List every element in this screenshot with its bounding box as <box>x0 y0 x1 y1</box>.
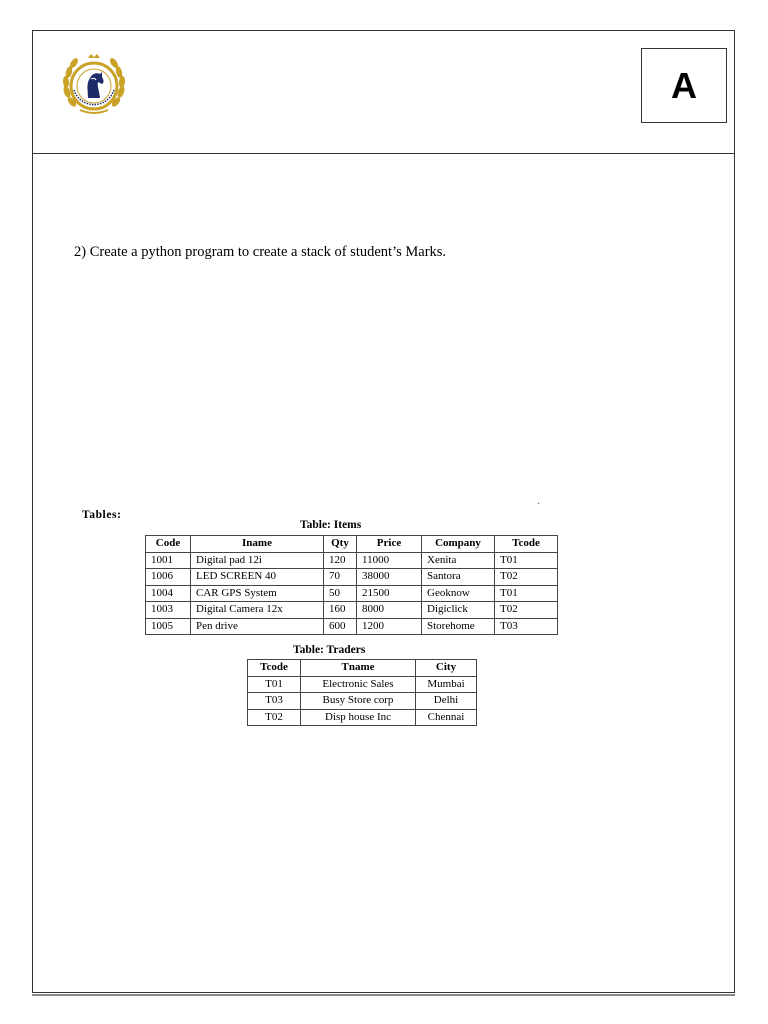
items-col-header: Price <box>357 536 422 553</box>
table-cell: T01 <box>495 585 558 602</box>
table-cell: LED SCREEN 40 <box>191 569 324 586</box>
items-col-header: Company <box>422 536 495 553</box>
table-cell: Digiclick <box>422 602 495 619</box>
items-header-row <box>146 536 558 553</box>
table-cell: Chennai <box>416 709 477 726</box>
traders-header-row <box>248 660 477 677</box>
traders-col-header: Tname <box>301 660 416 677</box>
table-cell: T01 <box>495 552 558 569</box>
table-cell: 1006 <box>146 569 191 586</box>
table-row <box>248 693 477 710</box>
table-cell: 1200 <box>357 618 422 635</box>
items-col-header: Qty <box>324 536 357 553</box>
tables-label: Tables: <box>82 509 122 521</box>
table-cell: Disp house Inc <box>301 709 416 726</box>
traders-col-header: Tcode <box>248 660 301 677</box>
header-divider <box>32 153 735 154</box>
table-cell: Electronic Sales <box>301 676 416 693</box>
school-logo <box>58 52 130 118</box>
table-cell: 1001 <box>146 552 191 569</box>
table-cell: T02 <box>495 569 558 586</box>
question-set-label: A <box>671 64 697 106</box>
traders-table-title: Table: Traders <box>293 644 366 656</box>
table-cell: T02 <box>248 709 301 726</box>
table-cell: 160 <box>324 602 357 619</box>
table-cell: 70 <box>324 569 357 586</box>
table-cell: Pen drive <box>191 618 324 635</box>
question-text: 2) Create a python program to create a stack of student’s Marks. <box>74 244 447 260</box>
table-cell: Digital pad 12i <box>191 552 324 569</box>
table-cell: T03 <box>495 618 558 635</box>
items-col-header: Code <box>146 536 191 553</box>
table-cell: 21500 <box>357 585 422 602</box>
items-table <box>145 535 558 635</box>
items-col-header: Iname <box>191 536 324 553</box>
table-cell: Xenita <box>422 552 495 569</box>
table-cell: Delhi <box>416 693 477 710</box>
table-cell: T02 <box>495 602 558 619</box>
stray-dot: · <box>537 499 541 510</box>
table-row <box>146 618 558 635</box>
table-row <box>146 585 558 602</box>
table-row <box>248 676 477 693</box>
table-cell: 120 <box>324 552 357 569</box>
table-cell: 1005 <box>146 618 191 635</box>
items-col-header: Tcode <box>495 536 558 553</box>
table-cell: 1004 <box>146 585 191 602</box>
table-cell: T03 <box>248 693 301 710</box>
table-cell: 50 <box>324 585 357 602</box>
table-cell: Geoknow <box>422 585 495 602</box>
table-cell: 8000 <box>357 602 422 619</box>
page-frame <box>32 30 735 993</box>
table-cell: CAR GPS System <box>191 585 324 602</box>
table-cell: Busy Store corp <box>301 693 416 710</box>
traders-table <box>247 659 477 726</box>
table-cell: Mumbai <box>416 676 477 693</box>
table-cell: 11000 <box>357 552 422 569</box>
table-row <box>146 552 558 569</box>
table-cell: 1003 <box>146 602 191 619</box>
table-cell: 600 <box>324 618 357 635</box>
table-cell: T01 <box>248 676 301 693</box>
table-cell: 38000 <box>357 569 422 586</box>
items-table-title: Table: Items <box>300 519 362 531</box>
question-set-box <box>641 48 727 123</box>
table-row <box>248 709 477 726</box>
table-cell: Digital Camera 12x <box>191 602 324 619</box>
page-bottom-rule <box>32 994 735 996</box>
traders-col-header: City <box>416 660 477 677</box>
table-cell: Santora <box>422 569 495 586</box>
table-row <box>146 569 558 586</box>
table-row <box>146 602 558 619</box>
table-cell: Storehome <box>422 618 495 635</box>
